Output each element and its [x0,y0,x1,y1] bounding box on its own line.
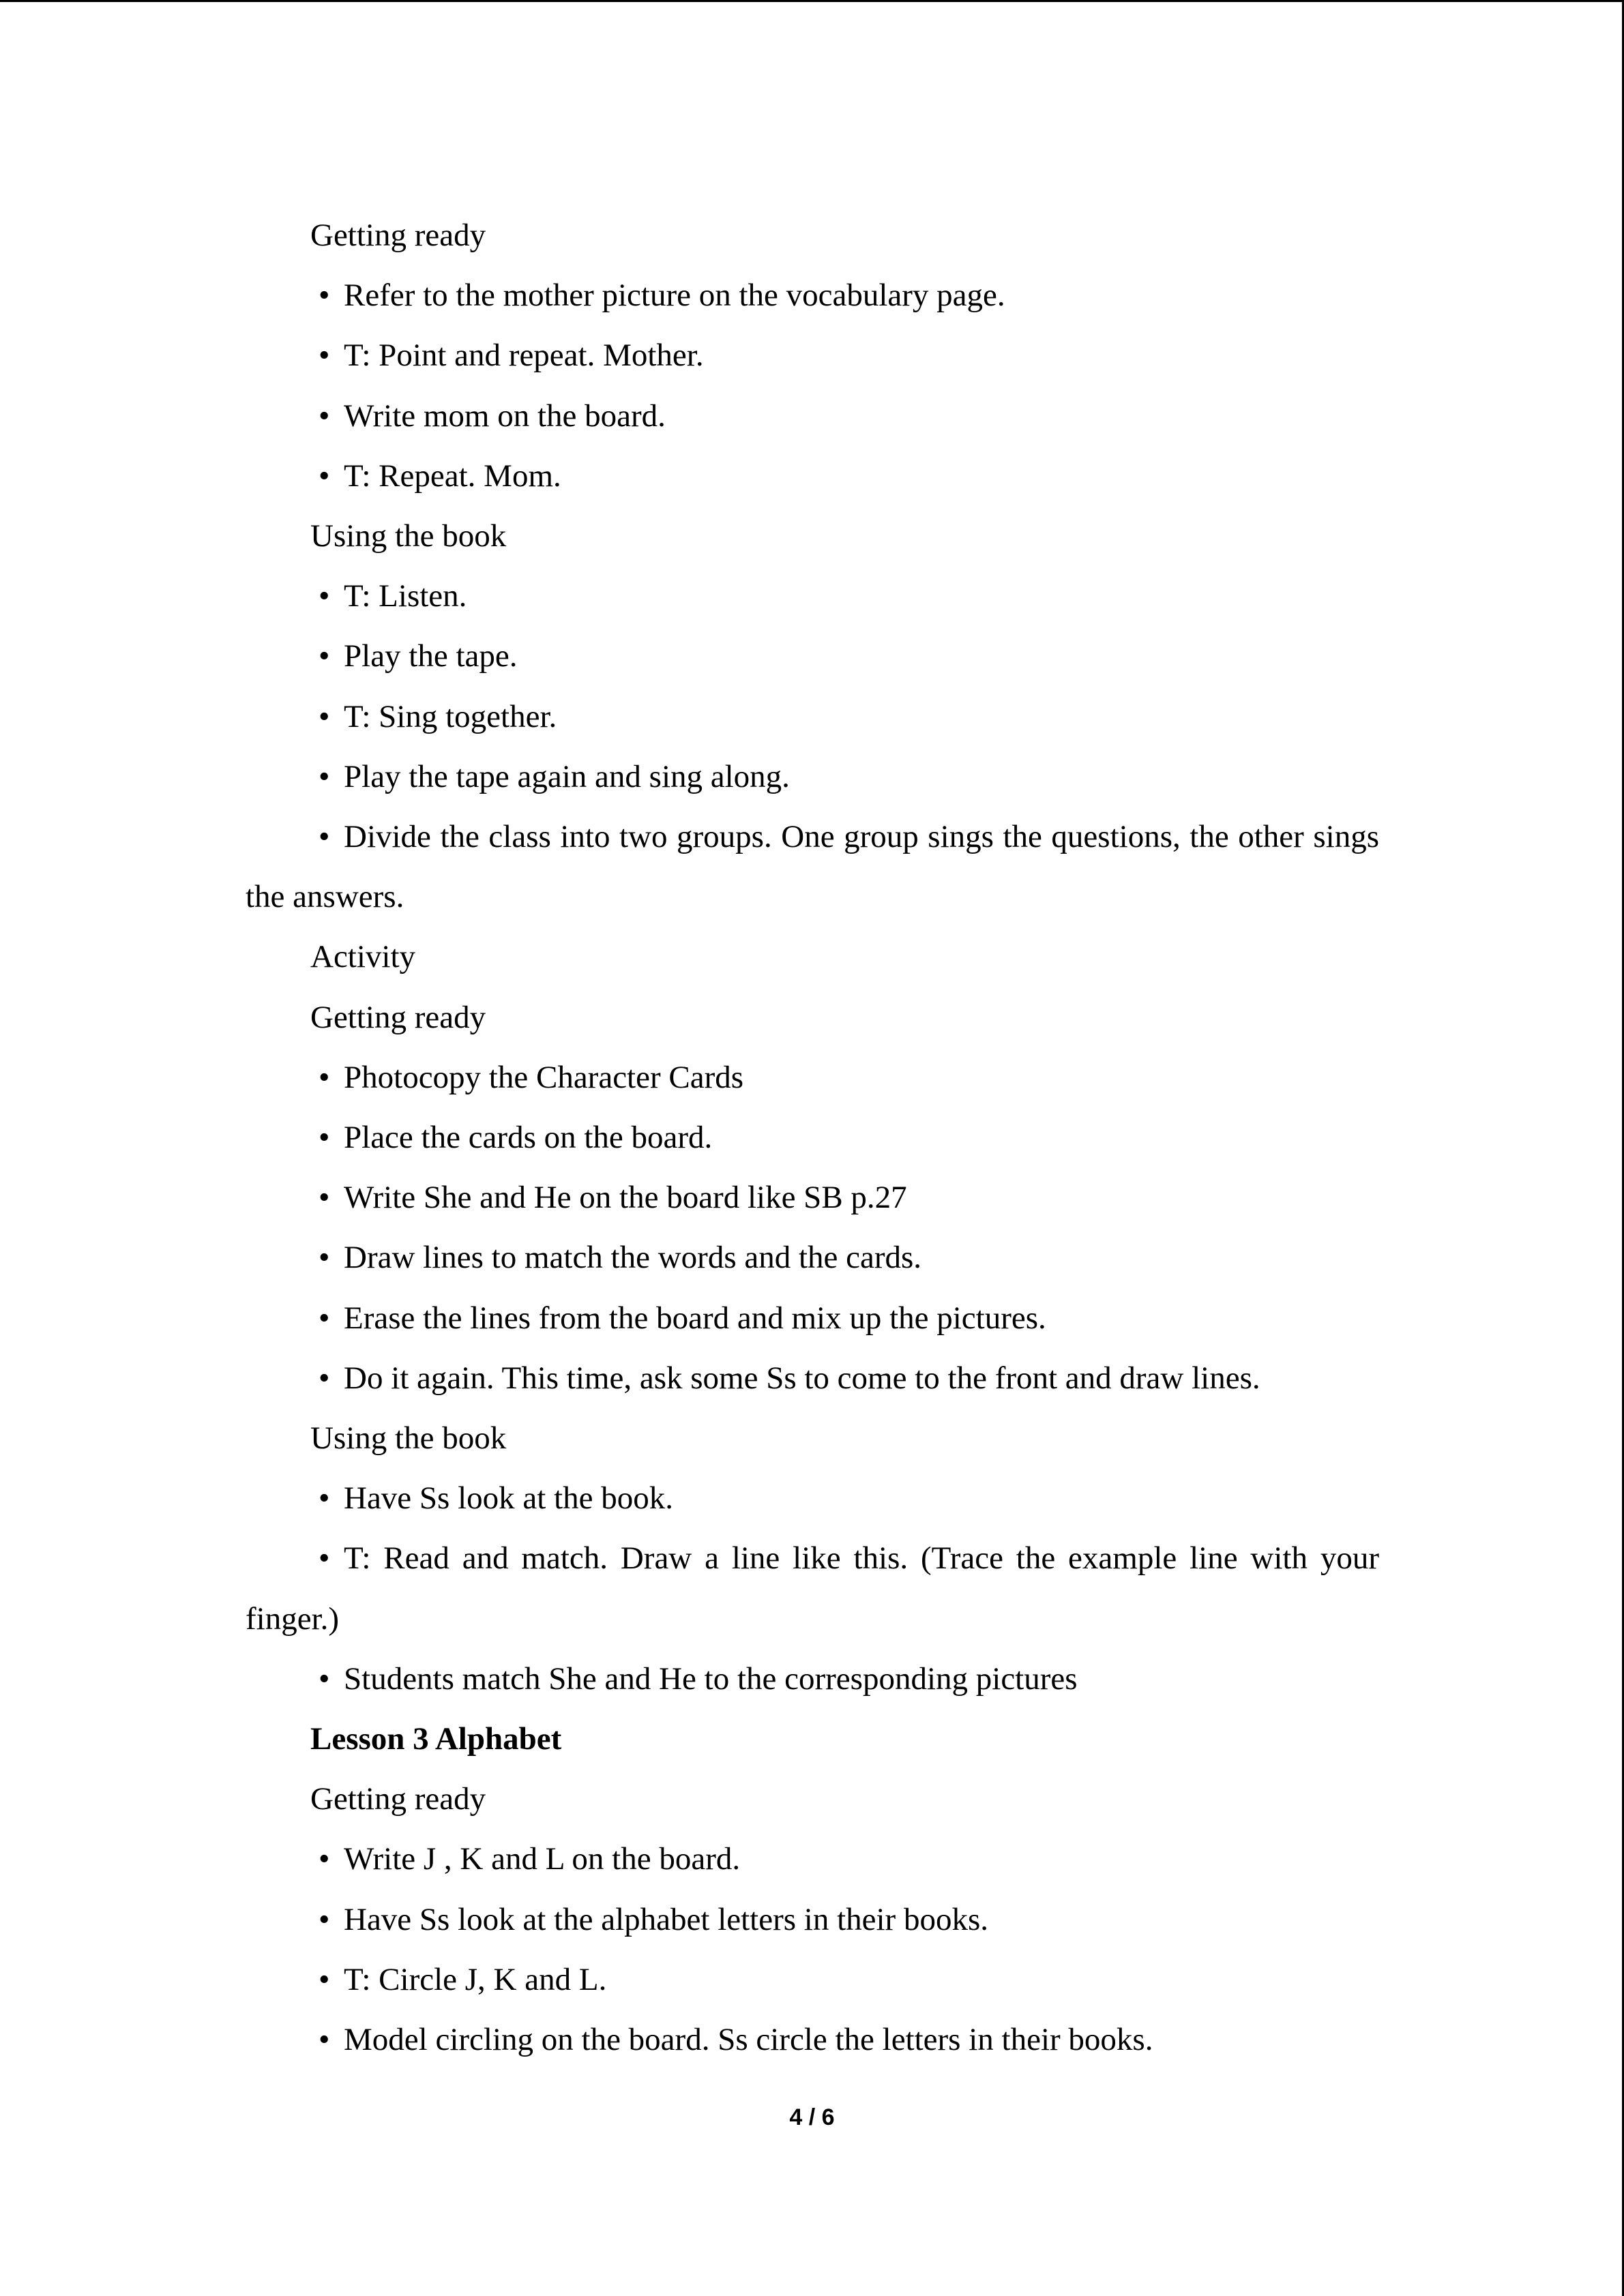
bullet-item [319,1177,907,1218]
bullet-text: Play the tape again and sing along. [344,758,790,794]
bullet-dot-icon: • [319,278,330,314]
bullet-item [319,1478,673,1519]
bullet-text: Write mom on the board. [344,398,666,434]
bullet-dot-icon: • [319,638,330,674]
lesson-heading: Lesson 3 Alphabet [310,1721,562,1757]
bullet-text: Divide the class into two groups. One group sings the questions, the other sings [344,819,1379,854]
bullet-item [319,1298,1046,1339]
section-heading: Using the book [310,518,507,554]
bullet-text: Write J , K and L on the board. [344,1841,741,1877]
bullet-item [319,2019,1153,2060]
bullet-text: Have Ss look at the alphabet letters in their books. [344,1901,989,1937]
continuation-line: the answers. [246,879,404,915]
bullet-item [319,756,790,797]
bullet-item [319,1959,606,2000]
bullet-dot-icon: • [319,1240,330,1276]
bullet-item [319,456,561,496]
bullet-text: Erase the lines from the board and mix up the pictures. [344,1300,1046,1336]
bullet-item [319,576,467,616]
bullet-dot-icon: • [319,1841,330,1877]
bullet-item [319,1899,988,1940]
bullet-text: Have Ss look at the book. [344,1480,673,1517]
bullet-dot-icon: • [319,1180,330,1216]
bullet-item [319,696,557,737]
bullet-dot-icon: • [319,1120,330,1155]
bullet-item [319,1838,740,1879]
section-heading: Getting ready [310,218,486,253]
bullet-item [319,335,704,376]
bullet-text: T: Read and match. Draw a line like this. (Trace the example line with your [344,1540,1379,1577]
bullet-text: T: Listen. [344,578,467,614]
bullet-dot-icon: • [319,458,330,494]
bullet-dot-icon: • [319,1540,330,1577]
page-number: 4 / 6 [789,2104,835,2130]
bullet-dot-icon: • [319,1660,330,1697]
section-heading: Using the book [310,1420,507,1456]
bullet-dot-icon: • [319,1300,330,1336]
bullet-text: Students match She and He to the corresponding pictures [344,1660,1078,1697]
bullet-item [319,1358,1260,1399]
bullet-item [319,1117,712,1158]
continuation-line: finger.) [246,1600,340,1637]
bullet-text: T: Repeat. Mom. [344,458,561,494]
bullet-text: Write She and He on the board like SB p.27 [344,1180,907,1216]
bullet-item [319,1237,921,1278]
bullet-dot-icon: • [319,398,330,434]
section-heading: Activity [310,939,416,975]
section-heading: Getting ready [310,999,486,1035]
bullet-dot-icon: • [319,338,330,374]
bullet-text: T: Sing together. [344,698,557,734]
bullet-text: Photocopy the Character Cards [344,1059,744,1095]
bullet-item [319,1538,1379,1579]
bullet-dot-icon: • [319,578,330,614]
bullet-dot-icon: • [319,1961,330,1997]
bullet-item [319,396,666,436]
bullet-text: Do it again. This time, ask some Ss to come to the front and draw lines. [344,1360,1260,1396]
bullet-text: T: Point and repeat. Mother. [344,338,704,374]
bullet-dot-icon: • [319,1480,330,1517]
bullet-dot-icon: • [319,2022,330,2057]
bullet-dot-icon: • [319,698,330,734]
bullet-text: Model circling on the board. Ss circle the letters in their books. [344,2022,1153,2057]
bullet-item [319,816,1379,857]
bullet-text: Draw lines to match the words and the cards. [344,1240,922,1276]
bullet-item [319,275,1005,316]
bullet-dot-icon: • [319,1360,330,1396]
bullet-item [319,1057,743,1098]
bullet-text: T: Circle J, K and L. [344,1961,607,1997]
bullet-text: Refer to the mother picture on the vocabulary page. [344,278,1005,314]
section-heading: Getting ready [310,1781,486,1817]
bullet-item [319,1658,1078,1699]
bullet-text: Place the cards on the board. [344,1120,713,1155]
bullet-dot-icon: • [319,1901,330,1937]
bullet-dot-icon: • [319,819,330,854]
bullet-dot-icon: • [319,758,330,794]
bullet-dot-icon: • [319,1059,330,1095]
bullet-text: Play the tape. [344,638,518,674]
bullet-item [319,636,518,676]
